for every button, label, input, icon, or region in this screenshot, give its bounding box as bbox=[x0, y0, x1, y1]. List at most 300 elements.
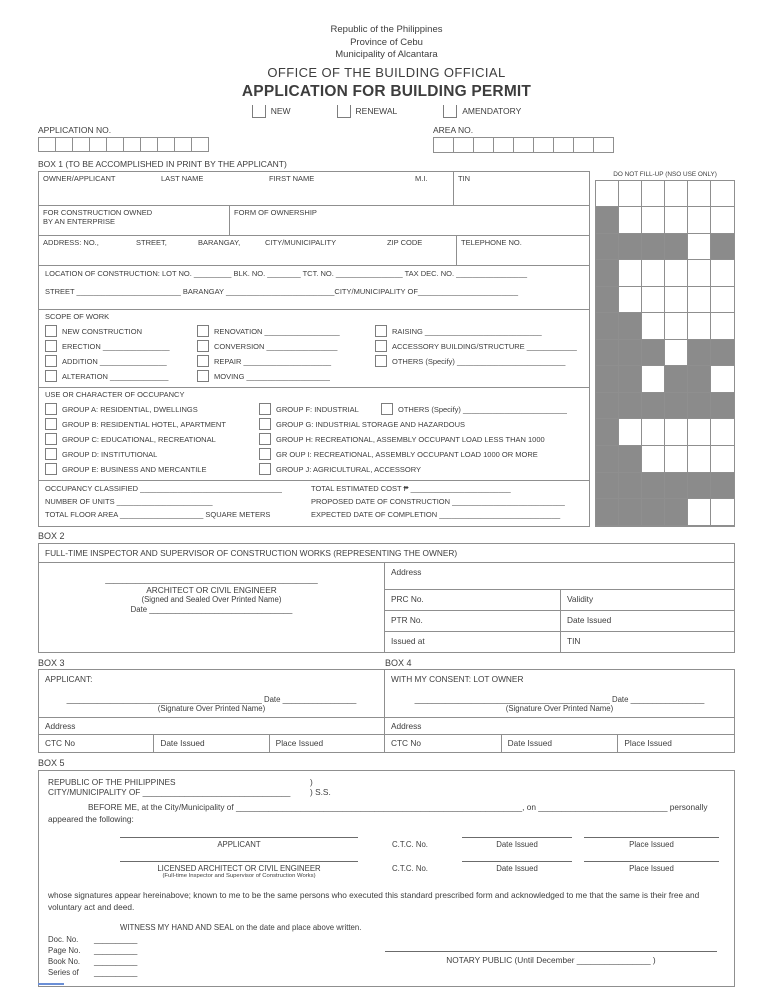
nso-grid-cell bbox=[596, 340, 619, 367]
checkbox[interactable] bbox=[252, 105, 266, 118]
application-no-cell[interactable] bbox=[191, 137, 209, 152]
area-no-cell[interactable] bbox=[433, 137, 454, 153]
doc-line: __________ bbox=[94, 934, 138, 944]
checkbox-label: NEW bbox=[270, 106, 291, 117]
date-line bbox=[462, 836, 572, 838]
place-issued-header: Place Issued bbox=[629, 863, 674, 873]
office-title: OFFICE OF THE BUILDING OFFICIAL bbox=[267, 64, 506, 80]
classification-row bbox=[39, 481, 589, 526]
checkbox[interactable] bbox=[45, 448, 57, 460]
scope-option bbox=[375, 354, 583, 369]
nso-grid-cell bbox=[619, 207, 642, 234]
nso-grid-cell bbox=[596, 419, 619, 446]
signature-line: _________________________________________________ bbox=[105, 574, 318, 584]
occupancy-option bbox=[259, 462, 583, 477]
checkbox-label: RAISING ____________________________ bbox=[392, 326, 542, 336]
scope-columns bbox=[45, 324, 583, 384]
nso-grid-cell bbox=[665, 473, 688, 500]
checkbox-label: GROUP E: BUSINESS AND MERCANTILE bbox=[62, 464, 207, 474]
nso-grid bbox=[595, 180, 735, 527]
box2-table-cell: Validity bbox=[560, 590, 734, 610]
checkbox-label: OTHERS (Specify) __________________________ bbox=[392, 356, 566, 366]
occupancy-option bbox=[259, 432, 583, 447]
checkbox-label: GROUP A: RESIDENTIAL, DWELLINGS bbox=[62, 404, 198, 414]
nso-grid-cell bbox=[596, 234, 619, 261]
before-me-paragraph: BEFORE ME, at the City/Municipality of ______________________________________________________________, on ____________________________ personally appeared the following: bbox=[48, 801, 708, 824]
nso-grid-cell bbox=[665, 393, 688, 420]
checkbox[interactable] bbox=[375, 340, 387, 352]
box2-address-label: Address bbox=[385, 563, 734, 590]
nso-grid-cell bbox=[619, 473, 642, 500]
area-no-cell[interactable] bbox=[513, 137, 534, 153]
checkbox[interactable] bbox=[197, 325, 209, 337]
occupancy-option bbox=[259, 417, 583, 432]
form-header bbox=[38, 24, 735, 118]
nso-grid-cell bbox=[642, 260, 665, 287]
date-issued-header: Date Issued bbox=[496, 863, 538, 873]
scope-option bbox=[45, 354, 197, 369]
signature-line bbox=[120, 836, 358, 838]
doc-row bbox=[48, 968, 137, 979]
nso-grid-cell bbox=[688, 419, 711, 446]
nso-grid-cell bbox=[665, 313, 688, 340]
applicant-header: APPLICANT: bbox=[45, 673, 93, 684]
area-no-cell[interactable] bbox=[493, 137, 514, 153]
mi-label: M.I. bbox=[415, 173, 428, 183]
nso-grid-cell bbox=[688, 181, 711, 208]
checkbox-label: GR OUP I: RECREATIONAL, ASSEMBLY OCCUPANT LOAD 1000 OR MORE bbox=[276, 449, 538, 459]
nso-grid-cell bbox=[642, 207, 665, 234]
nso-grid-cell bbox=[642, 419, 665, 446]
checkbox[interactable] bbox=[259, 448, 271, 460]
nso-grid-cell bbox=[688, 366, 711, 393]
box2 bbox=[38, 543, 735, 653]
notary-public-label: NOTARY PUBLIC (Until December ________________ ) bbox=[446, 954, 656, 965]
nso-grid-cell bbox=[596, 446, 619, 473]
nso-grid-cell bbox=[711, 419, 734, 446]
nso-grid-cell bbox=[619, 313, 642, 340]
checkbox[interactable] bbox=[259, 418, 271, 430]
area-no-block bbox=[433, 125, 614, 153]
nso-grid-cell bbox=[642, 499, 665, 526]
nso-grid-cell bbox=[596, 393, 619, 420]
checkbox-label: GROUP C: EDUCATIONAL, RECREATIONAL bbox=[62, 434, 216, 444]
checkbox-label: GROUP F: INDUSTRIAL bbox=[276, 404, 359, 414]
checkbox[interactable] bbox=[375, 355, 387, 367]
occupancy-option bbox=[259, 447, 583, 462]
checkbox[interactable] bbox=[259, 403, 271, 415]
nso-grid-cell bbox=[596, 313, 619, 340]
nso-grid-cell bbox=[688, 446, 711, 473]
city-label: CITY/MUNICIPALITY bbox=[265, 237, 337, 247]
application-no-cell[interactable] bbox=[89, 137, 107, 152]
box34 bbox=[38, 669, 735, 753]
scope-option bbox=[197, 339, 375, 354]
notary-signature-line bbox=[385, 950, 717, 952]
area-no-cell[interactable] bbox=[473, 137, 494, 153]
witness-line: WITNESS MY HAND AND SEAL on the date and place above written. bbox=[120, 922, 362, 932]
ss-text: ) S.S. bbox=[310, 786, 331, 797]
lot-owner-signature-sub: (Signature Over Printed Name) bbox=[505, 703, 614, 713]
nso-grid-cell bbox=[619, 340, 642, 367]
checkbox-label: ADDITION ________________ bbox=[62, 356, 167, 366]
occupancy-option bbox=[45, 447, 259, 462]
nso-grid-cell bbox=[711, 207, 734, 234]
nso-grid-cell bbox=[619, 446, 642, 473]
nso-grid-cell bbox=[665, 419, 688, 446]
checkbox[interactable] bbox=[45, 418, 57, 430]
street-label: STREET, bbox=[136, 237, 167, 247]
nso-grid-cell bbox=[711, 446, 734, 473]
box2-table-cell: PRC No. bbox=[391, 593, 424, 604]
box2-header: FULL-TIME INSPECTOR AND SUPERVISOR OF CONSTRUCTION WORKS (REPRESENTING THE OWNER) bbox=[39, 544, 734, 563]
place-line bbox=[584, 860, 719, 862]
enterprise-label-line1: FOR CONSTRUCTION OWNED bbox=[43, 207, 153, 217]
nso-grid-cell bbox=[619, 499, 642, 526]
scope-option bbox=[197, 369, 375, 384]
ctc-cell: Date Issued bbox=[501, 735, 618, 752]
box2-table-cell: TIN bbox=[560, 632, 734, 652]
box2-table-cell: Date Issued bbox=[560, 611, 734, 631]
nso-grid-cell bbox=[688, 393, 711, 420]
nso-grid-cell bbox=[688, 207, 711, 234]
entry-date-col bbox=[456, 860, 578, 873]
nso-grid-cell bbox=[642, 181, 665, 208]
box2-table-cell: Issued at bbox=[391, 635, 425, 646]
box3-title: BOX 3 bbox=[38, 657, 65, 668]
nso-grid-cell bbox=[665, 446, 688, 473]
nso-grid-cell bbox=[642, 234, 665, 261]
nso-grid-cell bbox=[642, 340, 665, 367]
occupancy-option bbox=[45, 462, 259, 477]
box2-table-row bbox=[385, 590, 734, 611]
checkbox-label: GROUP G: INDUSTRIAL STORAGE AND HAZARDOUS bbox=[276, 419, 466, 429]
ctc-cell: Place Issued bbox=[269, 735, 384, 752]
nso-grid-cell bbox=[688, 287, 711, 314]
nso-grid-cell bbox=[596, 473, 619, 500]
enterprise-label-line2: BY AN ENTERPRISE bbox=[43, 217, 115, 227]
first-name-label: FIRST NAME bbox=[269, 173, 315, 183]
checkbox-label: AMENDATORY bbox=[462, 106, 522, 117]
checkbox[interactable] bbox=[259, 433, 271, 445]
area-no-cell[interactable] bbox=[533, 137, 554, 153]
checkbox[interactable] bbox=[337, 105, 351, 118]
entry-label: APPLICANT bbox=[217, 839, 261, 849]
applicant-signature-line: _____________________________________________ Date _________________ bbox=[66, 694, 357, 704]
checkbox-label: GROUP H: RECREATIONAL, ASSEMBLY OCCUPANT LOAD LESS THAN 1000 bbox=[276, 434, 545, 444]
header-municipality: Municipality of Alcantara bbox=[335, 49, 438, 61]
checkbox[interactable] bbox=[259, 463, 271, 475]
nso-grid-cell bbox=[688, 340, 711, 367]
address-label: ADDRESS: NO., bbox=[43, 237, 99, 247]
checkbox[interactable] bbox=[45, 325, 57, 337]
checkbox[interactable] bbox=[45, 355, 57, 367]
nso-grid-cell bbox=[711, 366, 734, 393]
doc-label: Series of bbox=[48, 967, 79, 977]
entry-ctc-col bbox=[364, 836, 456, 849]
nso-grid-cell bbox=[688, 234, 711, 261]
classification-line: TOTAL ESTIMATED COST ₱ ________________________ bbox=[311, 483, 511, 493]
place-issued-header: Place Issued bbox=[629, 839, 674, 849]
application-no-block bbox=[38, 125, 735, 152]
nso-grid-cell bbox=[665, 366, 688, 393]
nso-grid-cell bbox=[619, 287, 642, 314]
lot-owner-header: WITH MY CONSENT: LOT OWNER bbox=[391, 673, 524, 684]
scope-col2 bbox=[197, 324, 375, 384]
signed-sealed-label: (Signed and Sealed Over Printed Name) bbox=[141, 594, 282, 604]
application-no-cell[interactable] bbox=[55, 137, 73, 152]
notary-entry-architect bbox=[48, 860, 725, 880]
classification-right bbox=[311, 484, 583, 523]
scope-col1 bbox=[45, 324, 197, 384]
applicant-ctc-row bbox=[39, 734, 384, 752]
nso-grid-cell bbox=[619, 181, 642, 208]
doc-line: __________ bbox=[94, 945, 138, 955]
application-no-cell[interactable] bbox=[140, 137, 158, 152]
checkbox[interactable] bbox=[197, 370, 209, 382]
applicant-address-label: Address bbox=[39, 717, 384, 734]
nso-grid-cell bbox=[642, 473, 665, 500]
address-row bbox=[39, 236, 589, 266]
scope-col3 bbox=[375, 324, 583, 384]
application-no-cell[interactable] bbox=[174, 137, 192, 152]
nso-grid-cell bbox=[688, 313, 711, 340]
nso-grid-cell bbox=[665, 287, 688, 314]
box1-table bbox=[38, 171, 590, 527]
location-line1: LOCATION OF CONSTRUCTION: LOT NO. _________ BLK. NO. ________ TCT. NO. ________________ TAX DEC. NO. _________________ bbox=[45, 268, 528, 278]
enterprise-label bbox=[39, 206, 229, 235]
checkbox-label: REPAIR _____________________ bbox=[214, 356, 332, 366]
nso-grid-cell bbox=[688, 260, 711, 287]
nso-grid-cell bbox=[711, 473, 734, 500]
checkbox-label: RENEWAL bbox=[355, 106, 398, 117]
classification-line: TOTAL FLOOR AREA ____________________ SQUARE METERS bbox=[45, 509, 271, 519]
nso-grid-cell bbox=[688, 473, 711, 500]
nso-grid-cell bbox=[665, 340, 688, 367]
checkbox-label: MOVING ____________________ bbox=[214, 371, 330, 381]
number-strip bbox=[38, 125, 735, 158]
nso-grid-cell bbox=[596, 181, 619, 208]
application-no-label: APPLICATION NO. bbox=[38, 124, 112, 135]
occupancy-col1 bbox=[45, 402, 259, 477]
last-name-label: LAST NAME bbox=[161, 173, 204, 183]
box3 bbox=[39, 670, 384, 752]
republic-line bbox=[48, 777, 725, 787]
checkbox[interactable] bbox=[197, 340, 209, 352]
lot-owner-ctc-row bbox=[385, 734, 734, 752]
nso-grid-cell bbox=[665, 207, 688, 234]
zip-label: ZIP CODE bbox=[387, 237, 423, 247]
box2-table-row bbox=[385, 611, 734, 632]
nso-grid-cell bbox=[711, 499, 734, 526]
entry-signature-col bbox=[114, 836, 364, 849]
location-row bbox=[39, 266, 589, 310]
nso-grid-cell bbox=[596, 499, 619, 526]
box2-table-row bbox=[385, 632, 734, 652]
nso-grid-cell bbox=[665, 234, 688, 261]
box34-titles bbox=[38, 658, 735, 668]
doc-label: Book No. bbox=[48, 956, 81, 966]
doc-line: __________ bbox=[94, 967, 138, 977]
box5 bbox=[38, 770, 735, 987]
nso-grid-cell bbox=[711, 313, 734, 340]
ctc-cell: CTC No bbox=[391, 737, 421, 748]
application-no-cell[interactable] bbox=[123, 137, 141, 152]
date-line: Date _________________________________ bbox=[130, 604, 293, 614]
notary-entry-applicant bbox=[48, 836, 725, 849]
nso-grid-cell bbox=[642, 313, 665, 340]
box5-footer bbox=[48, 935, 725, 979]
scope-of-work-section bbox=[39, 310, 589, 388]
doc-label: Page No. bbox=[48, 945, 81, 955]
doc-line: __________ bbox=[94, 956, 138, 966]
lot-owner-address-label: Address bbox=[385, 717, 734, 734]
nso-grid-cell bbox=[688, 499, 711, 526]
box2-table-cell: PTR No. bbox=[391, 614, 423, 625]
checkbox[interactable] bbox=[443, 105, 457, 118]
scope-option bbox=[197, 324, 375, 339]
address-labels bbox=[39, 236, 456, 265]
form-of-ownership-label: FORM OF OWNERSHIP bbox=[229, 206, 589, 235]
scope-option bbox=[45, 324, 197, 339]
city-line bbox=[48, 787, 725, 797]
box4 bbox=[384, 670, 734, 752]
telephone-label: TELEPHONE NO. bbox=[456, 236, 589, 265]
box4-title: BOX 4 bbox=[385, 657, 412, 668]
checkbox[interactable] bbox=[45, 463, 57, 475]
nso-grid-cell bbox=[619, 419, 642, 446]
checkbox-label: OTHERS (Specify) _________________________ bbox=[398, 404, 568, 414]
nso-grid-cell bbox=[665, 499, 688, 526]
classification-left bbox=[45, 484, 311, 523]
entry-place-col bbox=[578, 836, 725, 849]
checkbox[interactable] bbox=[197, 355, 209, 367]
nso-grid-cell bbox=[596, 207, 619, 234]
enterprise-row bbox=[39, 206, 589, 236]
footer-artifact bbox=[38, 983, 64, 985]
doc-row bbox=[48, 935, 137, 946]
entry-place-col bbox=[578, 860, 725, 873]
city-text: CITY/MUNICIPALITY OF ________________________________ bbox=[48, 786, 291, 797]
tin-label: TIN bbox=[453, 172, 589, 205]
acknowledgment-paragraph: whose signatures appear hereinabove; known to me to be the same persons who executed this standard prescribed form and acknowledged to me that the same is their free and voluntary act and deed. bbox=[48, 889, 700, 912]
nso-grid-cell bbox=[596, 287, 619, 314]
entry-signature-col bbox=[114, 860, 364, 880]
applicant-signature-sub: (Signature Over Printed Name) bbox=[157, 703, 266, 713]
spacer-line bbox=[370, 836, 450, 838]
architect-label: ARCHITECT OR CIVIL ENGINEER bbox=[146, 584, 277, 595]
occupancy-title: USE OR CHARACTER OF OCCUPANCY bbox=[45, 389, 185, 399]
checkbox[interactable] bbox=[45, 340, 57, 352]
entry-ctc-col bbox=[364, 860, 456, 873]
occupancy-others-option bbox=[381, 402, 567, 417]
checkbox-label: GROUP J: AGRICULTURAL, ACCESSORY bbox=[276, 464, 422, 474]
location-line2: STREET _________________________ BARANGAY __________________________CITY/MUNICIPALITY OF________________________ bbox=[45, 286, 519, 296]
checkbox-label: ALTERATION ______________ bbox=[62, 371, 169, 381]
checkbox-label: RENOVATION __________________ bbox=[214, 326, 340, 336]
checkbox-label: CONVERSION _________________ bbox=[214, 341, 338, 351]
nso-panel bbox=[595, 171, 735, 527]
box1-region bbox=[38, 171, 735, 527]
checkbox[interactable] bbox=[45, 403, 57, 415]
header-province: Province of Cebu bbox=[350, 36, 423, 48]
owner-label: OWNER/APPLICANT bbox=[43, 173, 116, 183]
scope-option bbox=[45, 339, 197, 354]
permit-type-option bbox=[443, 105, 521, 118]
area-no-cell[interactable] bbox=[553, 137, 574, 153]
classification-line: NUMBER OF UNITS _______________________ bbox=[45, 496, 213, 506]
entry-date-col bbox=[456, 836, 578, 849]
area-no-cell[interactable] bbox=[453, 137, 474, 153]
checkbox-label: NEW CONSTRUCTION bbox=[62, 326, 142, 336]
nso-grid-cell bbox=[596, 366, 619, 393]
republic-text: REPUBLIC OF THE PHILIPPINES bbox=[48, 776, 176, 787]
checkbox[interactable] bbox=[45, 370, 57, 382]
application-no-cell[interactable] bbox=[157, 137, 175, 152]
ctc-no-header: C.T.C. No. bbox=[392, 863, 428, 873]
republic-paren: ) bbox=[310, 776, 313, 787]
occupancy-option bbox=[45, 417, 259, 432]
scope-option bbox=[45, 369, 197, 384]
nso-grid-cell bbox=[642, 287, 665, 314]
nso-grid-cell bbox=[711, 234, 734, 261]
application-no-cells bbox=[38, 137, 735, 152]
occupancy-option bbox=[45, 432, 259, 447]
box1-title: BOX 1 (TO BE ACCOMPLISHED IN PRINT BY THE APPLICANT) bbox=[38, 158, 287, 169]
notary-block bbox=[385, 950, 717, 979]
nso-grid-cell bbox=[665, 181, 688, 208]
nso-grid-cell bbox=[711, 287, 734, 314]
nso-grid-cell bbox=[619, 393, 642, 420]
occupancy-section bbox=[39, 388, 589, 481]
area-no-cell[interactable] bbox=[573, 137, 594, 153]
checkbox[interactable] bbox=[381, 403, 393, 415]
entry-sublabel: (Full-time Inspector and Supervisor of Construction Works) bbox=[162, 872, 316, 879]
doc-row bbox=[48, 957, 137, 968]
nso-grid-cell bbox=[642, 393, 665, 420]
permit-type-option bbox=[252, 105, 291, 118]
nso-grid-cell bbox=[619, 260, 642, 287]
nso-grid-cell bbox=[711, 260, 734, 287]
checkbox-label: ERECTION ________________ bbox=[62, 341, 170, 351]
checkbox[interactable] bbox=[45, 433, 57, 445]
application-no-cell[interactable] bbox=[72, 137, 90, 152]
application-no-cell[interactable] bbox=[38, 137, 56, 152]
doc-row bbox=[48, 946, 137, 957]
classification-line: EXPECTED DATE OF COMPLETION _____________________________ bbox=[311, 509, 561, 519]
area-no-cells bbox=[433, 137, 614, 153]
lot-owner-signature-line: _____________________________________________ Date _________________ bbox=[414, 694, 705, 704]
nso-grid-cell bbox=[619, 366, 642, 393]
scope-title: SCOPE OF WORK bbox=[45, 311, 110, 321]
page-title: APPLICATION FOR BUILDING PERMIT bbox=[241, 82, 532, 100]
checkbox[interactable] bbox=[375, 325, 387, 337]
checkbox-label: ACCESSORY BUILDING/STRUCTURE ____________ bbox=[392, 341, 577, 351]
date-line bbox=[462, 860, 572, 862]
application-no-cell[interactable] bbox=[106, 137, 124, 152]
nso-grid-cell bbox=[665, 260, 688, 287]
nso-grid-cell bbox=[711, 340, 734, 367]
box2-table bbox=[385, 590, 734, 652]
nso-grid-cell bbox=[642, 366, 665, 393]
entry-label: LICENSED ARCHITECT OR CIVIL ENGINEER bbox=[157, 863, 321, 873]
permit-type-options bbox=[38, 105, 735, 118]
nso-grid-cell bbox=[711, 393, 734, 420]
area-no-cell[interactable] bbox=[593, 137, 614, 153]
scope-option bbox=[375, 324, 583, 339]
ctc-cell: Date Issued bbox=[153, 735, 268, 752]
box2-details bbox=[384, 563, 734, 652]
